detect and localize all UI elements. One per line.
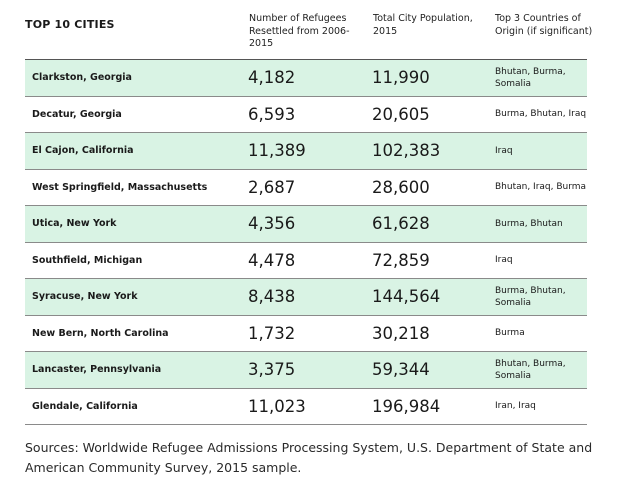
header-origin: Top 3 Countries of Origin (if significant) (495, 13, 593, 37)
city-name: Southfield, Michigan (32, 254, 143, 266)
table-row (25, 279, 587, 316)
city-population: 72,859 (372, 250, 430, 270)
countries-of-origin: Burma, Bhutan, Iraq (495, 109, 587, 120)
table-row (25, 133, 587, 170)
refugees-count: 4,356 (248, 214, 296, 234)
city-population: 59,344 (372, 360, 430, 380)
city-name: Utica, New York (32, 218, 117, 230)
countries-of-origin: Bhutan, Burma, Somalia (495, 66, 566, 89)
city-name: Glendale, California (32, 400, 138, 412)
refugees-count: 11,023 (248, 396, 306, 416)
countries-of-origin: Burma, Bhutan, Somalia (495, 285, 566, 308)
countries-of-origin: Bhutan, Iraq, Burma (495, 182, 587, 193)
city-population: 61,628 (372, 214, 430, 234)
refugees-count: 8,438 (248, 287, 296, 307)
city-population: 28,600 (372, 177, 430, 197)
countries-of-origin: Iraq (495, 255, 513, 266)
table-title: TOP 10 CITIES (25, 18, 115, 31)
table-row (25, 352, 587, 389)
countries-of-origin: Iraq (495, 145, 513, 156)
countries-of-origin: Iran, Iraq (495, 401, 536, 412)
countries-of-origin: Burma, Bhutan (495, 218, 563, 229)
city-name: Decatur, Georgia (32, 108, 122, 120)
table-row (25, 60, 587, 97)
city-population: 144,564 (372, 287, 441, 307)
city-name: Syracuse, New York (32, 291, 138, 303)
refugees-count: 4,182 (248, 68, 296, 88)
city-population: 11,990 (372, 68, 430, 88)
countries-of-origin: Bhutan, Burma, Somalia (495, 358, 566, 381)
refugees-count: 4,478 (248, 250, 296, 270)
table-row (25, 389, 587, 426)
sources-note: Sources: Worldwide Refugee Admissions Processing System, U.S. Department of State and American Community Survey, 2015 sample. (25, 440, 593, 475)
city-population: 196,984 (372, 396, 441, 416)
table-row (25, 243, 587, 280)
table-header (25, 10, 595, 58)
city-population: 20,605 (372, 104, 430, 124)
refugees-count: 11,389 (248, 141, 306, 161)
table-row (25, 170, 587, 207)
refugees-count: 2,687 (248, 177, 296, 197)
refugees-count: 1,732 (248, 323, 296, 343)
header-population: Total City Population, 2015 (373, 13, 473, 37)
table-row (25, 206, 587, 243)
city-name: Lancaster, Pennsylvania (32, 364, 162, 376)
refugees-count: 6,593 (248, 104, 296, 124)
city-population: 102,383 (372, 141, 441, 161)
refugees-count: 3,375 (248, 360, 296, 380)
cities-table (25, 59, 587, 425)
city-population: 30,218 (372, 323, 430, 343)
countries-of-origin: Burma (495, 328, 525, 339)
table-row (25, 97, 587, 134)
table-row (25, 316, 587, 353)
header-refugees: Number of Refugees Resettled from 2006-2015 (249, 13, 350, 49)
city-name: Clarkston, Georgia (32, 72, 132, 84)
city-name: New Bern, North Carolina (32, 327, 169, 339)
city-name: El Cajon, California (32, 145, 134, 157)
city-name: West Springfield, Massachusetts (32, 181, 208, 193)
